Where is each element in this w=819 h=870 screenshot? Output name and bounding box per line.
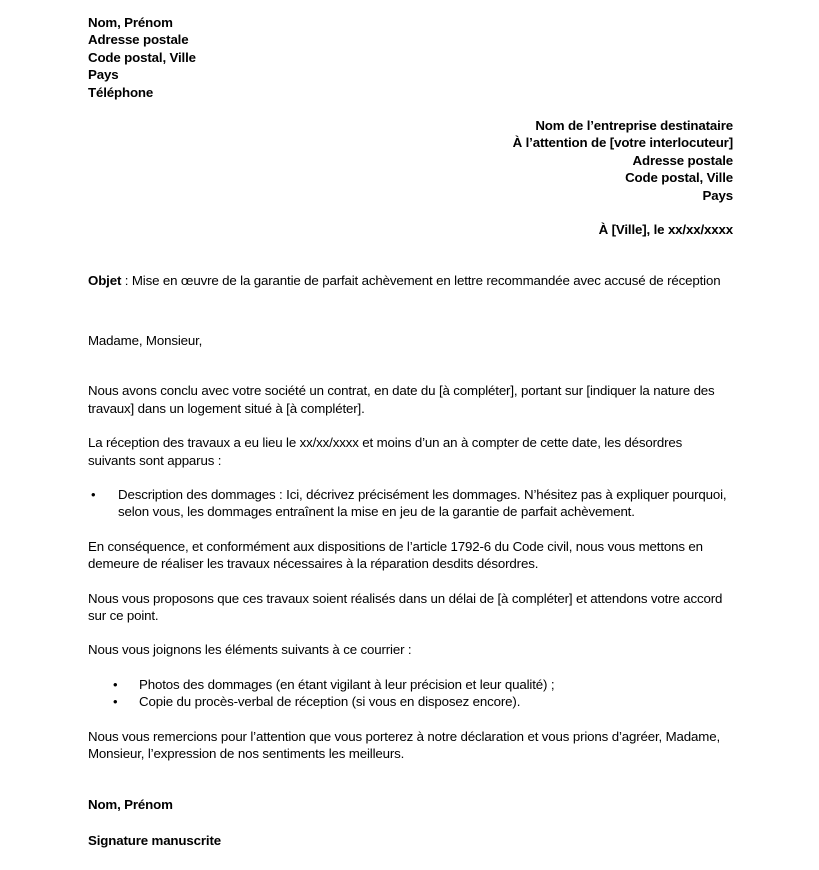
subject-label: Objet xyxy=(88,273,122,289)
sender-street: Adresse postale xyxy=(88,32,189,48)
sender-name: Nom, Prénom xyxy=(88,15,173,30)
recipient-attention: À l’attention de [votre interlocuteur] xyxy=(512,135,733,151)
sender-address-block xyxy=(88,14,733,101)
recipient-street: Adresse postale xyxy=(632,152,733,168)
subject-separator: : xyxy=(121,273,132,289)
list-item xyxy=(88,676,733,693)
paragraph-contract: Nous avons conclu avec votre société un contrat, en date du [à compléter], portant sur [indiquer la nature des travaux] dans un logement situé à [à compléter]. xyxy=(88,383,715,416)
recipient-country: Pays xyxy=(702,187,733,203)
bullet-icon: • xyxy=(113,676,118,692)
paragraph-reception: La réception des travaux a eu lieu le xx/xx/xxxx et moins d’un an à compter de cette date, les désordres suivants sont apparus : xyxy=(88,435,683,468)
damage-list xyxy=(88,486,733,521)
list-item-text: Copie du procès-verbal de réception (si vous en disposez encore). xyxy=(139,694,521,710)
attachments-list xyxy=(88,676,733,711)
sender-city: Code postal, Ville xyxy=(88,49,196,65)
bullet-icon: • xyxy=(113,694,118,710)
recipient-company: Nom de l’entreprise destinataire xyxy=(535,118,733,134)
list-item-text: Photos des dommages (en étant vigilant à leur précision et leur qualité) ; xyxy=(139,676,555,692)
closing-name: Nom, Prénom xyxy=(88,797,173,813)
list-item-text: Description des dommages : Ici, décrivez précisément les dommages. N’hésitez pas à expliquer pourquoi, selon vous, les dommages entraînent la mise en jeu de la garantie de parfait achèvement. xyxy=(118,486,727,520)
subject-text: Mise en œuvre de la garantie de parfait achèvement en lettre recommandée avec accusé de réception xyxy=(131,273,721,289)
sender-country: Pays xyxy=(88,67,119,83)
list-item xyxy=(88,486,733,521)
paragraph-delay: Nous vous proposons que ces travaux soient réalisés dans un délai de [à compléter] et attendons votre accord sur ce point. xyxy=(88,590,723,623)
date-line: À [Ville], le xx/xx/xxxx xyxy=(598,222,733,238)
recipient-address-block xyxy=(88,117,733,204)
sender-phone: Téléphone xyxy=(88,84,154,100)
paragraph-attachments-intro: Nous vous joignons les éléments suivants à ce courrier : xyxy=(88,642,412,658)
salutation: Madame, Monsieur, xyxy=(88,332,203,348)
signature-label: Signature manuscrite xyxy=(88,832,221,848)
paragraph-consequence: En conséquence, et conformément aux dispositions de l’article 1792-6 du Code civil, nous vous mettons en demeure de réaliser les travaux nécessaires à la réparation desdits désordres. xyxy=(88,538,703,572)
bullet-icon: • xyxy=(91,486,96,502)
subject-line xyxy=(88,272,733,289)
letter-page xyxy=(88,14,733,849)
list-item xyxy=(88,693,733,710)
recipient-city: Code postal, Ville xyxy=(625,170,733,186)
paragraph-closing: Nous vous remercions pour l’attention que vous porterez à notre déclaration et vous prions d’agréer, Madame, Monsieur, l’expression de nos sentiments les meilleurs. xyxy=(88,728,721,761)
